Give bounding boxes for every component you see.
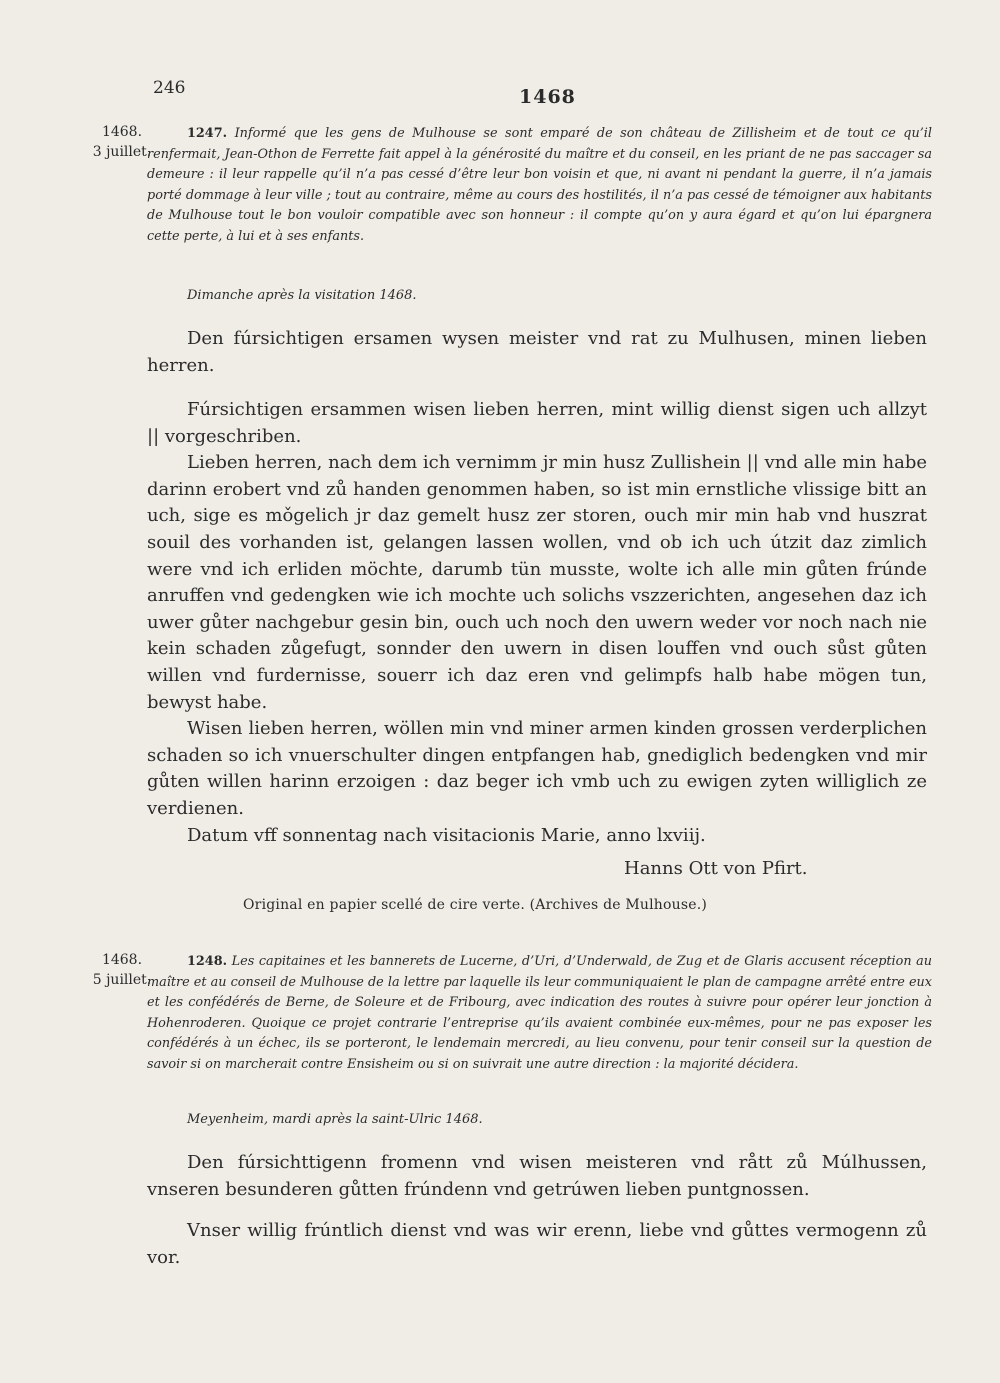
paragraph: Den fúrsichttigenn fromenn vnd wisen meisteren vnd rått zů Múlhussen, vnseren besunderen gůtten frúndenn vnd getrúwen lieben puntgnossen. xyxy=(147,1152,927,1200)
text-1247-address xyxy=(147,326,927,379)
text-1248-body xyxy=(147,1218,927,1271)
margin-day: 5 juillet. xyxy=(92,972,152,988)
running-head: 1468 xyxy=(519,86,576,108)
margin-year: 1468. xyxy=(101,124,143,140)
paragraph: Datum vff sonnentag nach visitacionis Marie, anno lxviij. xyxy=(187,824,706,846)
entry-number: 1248. xyxy=(187,954,228,969)
summary-1247 xyxy=(147,124,932,248)
dateline-1247: Dimanche après la visitation 1468. xyxy=(187,288,417,303)
dateline-1248: Meyenheim, mardi après la saint-Ulric 1468. xyxy=(187,1112,483,1127)
source-note: Original en papier scellé de cire verte. (Archives de Mulhouse.) xyxy=(243,897,708,913)
signature: Hanns Ott von Pfirt. xyxy=(624,858,808,879)
paragraph: Den fúrsichtigen ersamen wysen meister vnd rat zu Mulhusen, minen lieben herren. xyxy=(147,328,927,376)
summary-1248 xyxy=(147,952,932,1076)
summary-text: Les capitaines et les bannerets de Lucerne, d’Uri, d’Underwald, de Zug et de Glaris accusent réception au maître et au conseil de Mulhouse de la lettre par laquelle ils leur communiquaient le plan de campagne arrêté entre eux et les confédérés de Berne, de Soleure et de Fribourg, avec indication des routes à suivre pour opérer leur jonction à Hohenroderen. Quoique ce projet contrarie l’entreprise qu’ils avaient combinée eux-mêmes, pour ne pas exposer les confédérés à un échec, ils se porteront, le lendemain mercredi, au lieu convenu, pour tenir conseil sur la question de savoir si on marcherait contre Ensisheim ou si on suivrait une autre direction : la majorité décidera. xyxy=(147,954,932,1072)
paragraph: Lieben herren, nach dem ich vernimm jr min husz Zullishein || vnd alle min habe darinn erobert vnd zů handen genommen haben, so ist min ernstliche vlissige bitt an uch, sige es mǒgelich jr daz gemelt husz zer storen, ouch mir min hab vnd huszrat souil des vorhanden ist, gelangen lassen wollen, vnd ob ich uch útzit daz zimlich were vnd ich erliden möchte, darumb tün musste, wolte ich alle min gůten frúnde anruffen vnd gedengken wie ich mochte uch solichs vszzerichten, angesehen daz ich uwer gůter nachgebur gesin bin, ouch uch noch den uwern weder vor noch nach nie kein schaden zůgefugt, sonnder den uwern in disen louffen vnd ouch sůst gůten willen vnd furdernisse, souerr ich daz eren vnd gelimpfs halb habe mögen tun, bewyst habe. xyxy=(147,452,927,713)
text-1248-address xyxy=(147,1150,927,1203)
margin-year: 1468. xyxy=(101,952,143,968)
text-1247-body xyxy=(147,397,927,849)
margin-day: 3 juillet. xyxy=(92,144,152,160)
paragraph: Vnser willig frúntlich dienst vnd was wir erenn, liebe vnd gůttes vermogenn zů vor. xyxy=(147,1220,927,1268)
paragraph: Fúrsichtigen ersammen wisen lieben herren, mint willig dienst sigen uch allzyt || vorgeschriben. xyxy=(147,399,927,447)
page-number: 246 xyxy=(153,78,186,98)
entry-number: 1247. xyxy=(187,126,228,141)
summary-text: Informé que les gens de Mulhouse se sont emparé de son château de Zillisheim et de tout ce qu’il renfermait, Jean-Othon de Ferrette fait appel à la générosité du maître et du conseil, en les priant de ne pas saccager sa demeure : il leur rappelle qu’il n’a pas cessé d’être leur bon voisin et que, ni avant ni pendant la guerre, il n’a jamais porté dommage à leur ville ; tout au contraire, même au cours des hostilités, il n’a pas cessé de témoigner aux habitants de Mulhouse tout le bon vouloir compatible avec son honneur : il compte qu’on y aura égard et qu’on lui épargnera cette perte, à lui et à ses enfants. xyxy=(147,126,932,244)
paragraph: Wisen lieben herren, wöllen min vnd miner armen kinden grossen verderplichen schaden so ich vnuerschulter dingen entpfangen hab, gnediglich bedengken vnd mir gůten willen harinn erzoigen : daz beger ich vmb uch zu ewigen zyten williglich ze verdienen. xyxy=(147,718,927,819)
